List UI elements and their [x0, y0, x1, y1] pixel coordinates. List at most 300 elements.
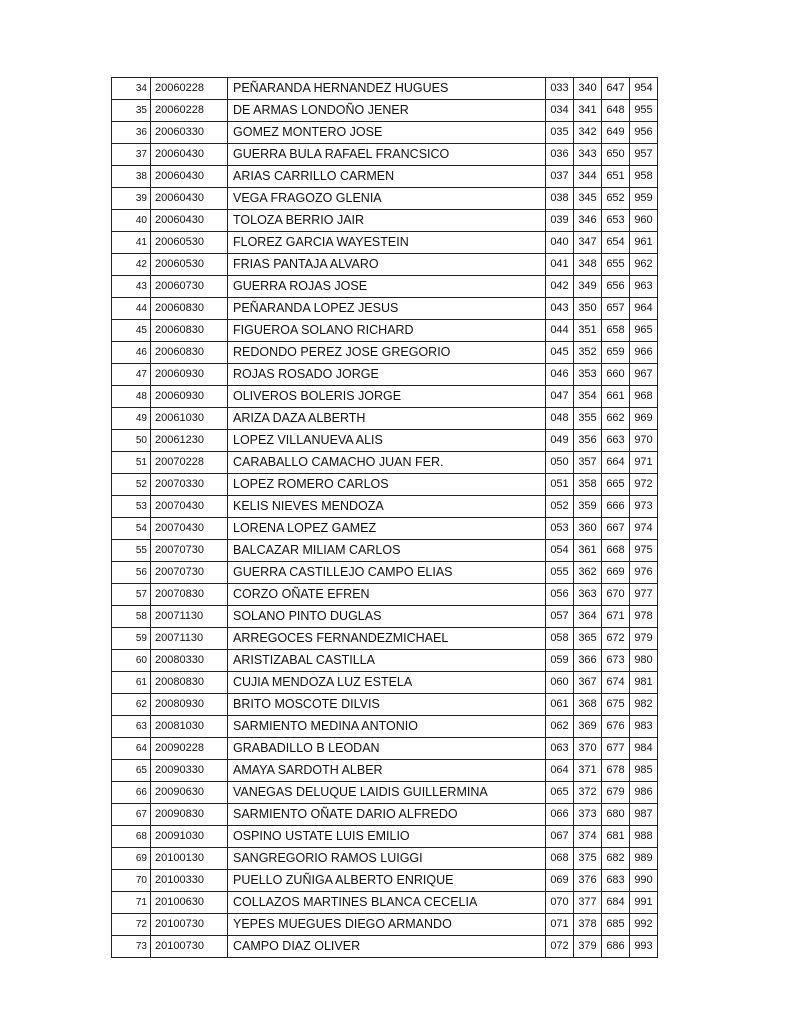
row-seq-4: 980: [630, 650, 658, 672]
table-row: [112, 166, 658, 188]
row-seq-1: 069: [546, 870, 574, 892]
row-name: OLIVEROS BOLERIS JORGE: [228, 386, 546, 408]
row-number: 37: [112, 144, 151, 166]
row-seq-3: 656: [602, 276, 630, 298]
row-code: 20060330: [151, 122, 228, 144]
row-seq-1: 052: [546, 496, 574, 518]
row-seq-4: 973: [630, 496, 658, 518]
row-code: 20070430: [151, 518, 228, 540]
row-name: REDONDO PEREZ JOSE GREGORIO: [228, 342, 546, 364]
table-row: [112, 474, 658, 496]
row-seq-1: 056: [546, 584, 574, 606]
row-seq-2: 365: [574, 628, 602, 650]
table-row: [112, 936, 658, 958]
row-seq-1: 041: [546, 254, 574, 276]
table-row: [112, 848, 658, 870]
row-seq-3: 663: [602, 430, 630, 452]
row-seq-4: 957: [630, 144, 658, 166]
row-number: 53: [112, 496, 151, 518]
row-name: LORENA LOPEZ GAMEZ: [228, 518, 546, 540]
row-code: 20060730: [151, 276, 228, 298]
row-seq-1: 037: [546, 166, 574, 188]
row-seq-4: 985: [630, 760, 658, 782]
row-name: LOPEZ ROMERO CARLOS: [228, 474, 546, 496]
row-seq-2: 360: [574, 518, 602, 540]
row-seq-2: 374: [574, 826, 602, 848]
row-number: 41: [112, 232, 151, 254]
row-seq-4: 976: [630, 562, 658, 584]
row-code: 20060930: [151, 364, 228, 386]
row-seq-2: 372: [574, 782, 602, 804]
row-name: PEÑARANDA LOPEZ JESUS: [228, 298, 546, 320]
row-seq-3: 654: [602, 232, 630, 254]
row-seq-3: 667: [602, 518, 630, 540]
row-number: 69: [112, 848, 151, 870]
row-seq-1: 043: [546, 298, 574, 320]
row-number: 61: [112, 672, 151, 694]
row-seq-3: 665: [602, 474, 630, 496]
row-number: 55: [112, 540, 151, 562]
row-seq-4: 978: [630, 606, 658, 628]
table-row: [112, 452, 658, 474]
row-seq-1: 054: [546, 540, 574, 562]
row-seq-2: 369: [574, 716, 602, 738]
row-number: 64: [112, 738, 151, 760]
row-seq-4: 965: [630, 320, 658, 342]
row-seq-2: 376: [574, 870, 602, 892]
row-name: ROJAS ROSADO JORGE: [228, 364, 546, 386]
row-seq-1: 068: [546, 848, 574, 870]
row-seq-2: 358: [574, 474, 602, 496]
row-code: 20060430: [151, 166, 228, 188]
row-number: 49: [112, 408, 151, 430]
table-row: [112, 144, 658, 166]
row-seq-2: 349: [574, 276, 602, 298]
row-seq-2: 378: [574, 914, 602, 936]
table-row: [112, 760, 658, 782]
row-seq-1: 071: [546, 914, 574, 936]
row-number: 34: [112, 78, 151, 100]
row-seq-2: 342: [574, 122, 602, 144]
row-code: 20090630: [151, 782, 228, 804]
row-seq-1: 047: [546, 386, 574, 408]
row-number: 51: [112, 452, 151, 474]
row-code: 20060930: [151, 386, 228, 408]
table-row: [112, 628, 658, 650]
row-seq-4: 969: [630, 408, 658, 430]
row-code: 20060228: [151, 100, 228, 122]
table-row: [112, 892, 658, 914]
row-seq-4: 956: [630, 122, 658, 144]
row-number: 58: [112, 606, 151, 628]
row-code: 20100730: [151, 936, 228, 958]
row-seq-3: 653: [602, 210, 630, 232]
row-name: KELIS NIEVES MENDOZA: [228, 496, 546, 518]
table-row: [112, 496, 658, 518]
row-seq-4: 982: [630, 694, 658, 716]
row-seq-2: 350: [574, 298, 602, 320]
row-seq-1: 050: [546, 452, 574, 474]
row-seq-3: 660: [602, 364, 630, 386]
row-seq-4: 977: [630, 584, 658, 606]
table-row: [112, 540, 658, 562]
row-number: 67: [112, 804, 151, 826]
row-code: 20090830: [151, 804, 228, 826]
row-seq-2: 368: [574, 694, 602, 716]
row-name: GOMEZ MONTERO JOSE: [228, 122, 546, 144]
row-seq-3: 658: [602, 320, 630, 342]
table-row: [112, 408, 658, 430]
row-seq-2: 346: [574, 210, 602, 232]
row-seq-2: 354: [574, 386, 602, 408]
row-name: CORZO OÑATE EFREN: [228, 584, 546, 606]
table-row: [112, 870, 658, 892]
row-seq-2: 367: [574, 672, 602, 694]
row-seq-4: 975: [630, 540, 658, 562]
row-seq-3: 686: [602, 936, 630, 958]
row-code: 20070830: [151, 584, 228, 606]
row-seq-2: 348: [574, 254, 602, 276]
row-code: 20090228: [151, 738, 228, 760]
row-seq-2: 352: [574, 342, 602, 364]
roster-table: [111, 77, 658, 958]
row-seq-4: 983: [630, 716, 658, 738]
row-seq-4: 993: [630, 936, 658, 958]
row-seq-3: 675: [602, 694, 630, 716]
row-seq-3: 673: [602, 650, 630, 672]
row-code: 20061230: [151, 430, 228, 452]
row-seq-2: 373: [574, 804, 602, 826]
row-number: 57: [112, 584, 151, 606]
row-number: 62: [112, 694, 151, 716]
row-seq-3: 661: [602, 386, 630, 408]
row-number: 65: [112, 760, 151, 782]
row-seq-3: 682: [602, 848, 630, 870]
row-seq-2: 363: [574, 584, 602, 606]
row-name: GUERRA CASTILLEJO CAMPO ELIAS: [228, 562, 546, 584]
row-number: 43: [112, 276, 151, 298]
row-seq-2: 364: [574, 606, 602, 628]
row-code: 20060430: [151, 144, 228, 166]
row-seq-1: 065: [546, 782, 574, 804]
table-row: [112, 804, 658, 826]
row-seq-1: 042: [546, 276, 574, 298]
row-name: FRIAS PANTAJA ALVARO: [228, 254, 546, 276]
row-code: 20070730: [151, 562, 228, 584]
table-row: [112, 650, 658, 672]
row-seq-4: 987: [630, 804, 658, 826]
row-seq-1: 061: [546, 694, 574, 716]
table-row: [112, 364, 658, 386]
row-code: 20060430: [151, 210, 228, 232]
row-seq-3: 681: [602, 826, 630, 848]
row-code: 20090330: [151, 760, 228, 782]
row-code: 20060830: [151, 298, 228, 320]
row-seq-1: 055: [546, 562, 574, 584]
row-seq-4: 992: [630, 914, 658, 936]
row-seq-3: 670: [602, 584, 630, 606]
row-seq-3: 677: [602, 738, 630, 760]
row-seq-2: 371: [574, 760, 602, 782]
roster-body: [112, 78, 658, 958]
table-row: [112, 606, 658, 628]
row-seq-2: 355: [574, 408, 602, 430]
row-code: 20100730: [151, 914, 228, 936]
row-seq-4: 968: [630, 386, 658, 408]
row-name: CARABALLO CAMACHO JUAN FER.: [228, 452, 546, 474]
row-seq-1: 058: [546, 628, 574, 650]
row-code: 20070228: [151, 452, 228, 474]
row-seq-2: 379: [574, 936, 602, 958]
row-seq-4: 990: [630, 870, 658, 892]
row-seq-1: 051: [546, 474, 574, 496]
table-row: [112, 782, 658, 804]
table-row: [112, 672, 658, 694]
row-seq-2: 341: [574, 100, 602, 122]
row-code: 20060830: [151, 320, 228, 342]
row-seq-1: 044: [546, 320, 574, 342]
row-name: PUELLO ZUÑIGA ALBERTO ENRIQUE: [228, 870, 546, 892]
row-name: AMAYA SARDOTH ALBER: [228, 760, 546, 782]
row-code: 20080930: [151, 694, 228, 716]
row-code: 20080330: [151, 650, 228, 672]
row-name: VANEGAS DELUQUE LAIDIS GUILLERMINA: [228, 782, 546, 804]
row-seq-3: 657: [602, 298, 630, 320]
row-number: 70: [112, 870, 151, 892]
row-seq-4: 955: [630, 100, 658, 122]
row-seq-4: 963: [630, 276, 658, 298]
row-seq-1: 038: [546, 188, 574, 210]
row-seq-1: 053: [546, 518, 574, 540]
table-row: [112, 232, 658, 254]
row-code: 20100130: [151, 848, 228, 870]
row-seq-4: 966: [630, 342, 658, 364]
row-number: 44: [112, 298, 151, 320]
row-seq-2: 361: [574, 540, 602, 562]
row-seq-1: 067: [546, 826, 574, 848]
table-row: [112, 694, 658, 716]
row-number: 48: [112, 386, 151, 408]
row-number: 73: [112, 936, 151, 958]
row-seq-1: 063: [546, 738, 574, 760]
row-number: 39: [112, 188, 151, 210]
row-name: SOLANO PINTO DUGLAS: [228, 606, 546, 628]
table-row: [112, 254, 658, 276]
row-seq-3: 651: [602, 166, 630, 188]
row-code: 20061030: [151, 408, 228, 430]
row-seq-2: 356: [574, 430, 602, 452]
row-seq-3: 664: [602, 452, 630, 474]
row-name: FLOREZ GARCIA WAYESTEIN: [228, 232, 546, 254]
row-seq-3: 672: [602, 628, 630, 650]
table-row: [112, 276, 658, 298]
row-name: ARISTIZABAL CASTILLA: [228, 650, 546, 672]
row-code: 20060228: [151, 78, 228, 100]
row-seq-1: 070: [546, 892, 574, 914]
row-seq-2: 377: [574, 892, 602, 914]
row-seq-3: 671: [602, 606, 630, 628]
row-seq-1: 048: [546, 408, 574, 430]
row-seq-2: 353: [574, 364, 602, 386]
row-number: 35: [112, 100, 151, 122]
row-seq-1: 035: [546, 122, 574, 144]
row-number: 45: [112, 320, 151, 342]
row-seq-1: 046: [546, 364, 574, 386]
row-seq-2: 375: [574, 848, 602, 870]
row-seq-1: 064: [546, 760, 574, 782]
table-row: [112, 298, 658, 320]
row-code: 20080830: [151, 672, 228, 694]
row-name: COLLAZOS MARTINES BLANCA CECELIA: [228, 892, 546, 914]
row-name: DE ARMAS LONDOÑO JENER: [228, 100, 546, 122]
row-seq-3: 668: [602, 540, 630, 562]
row-seq-2: 347: [574, 232, 602, 254]
row-seq-1: 060: [546, 672, 574, 694]
table-row: [112, 518, 658, 540]
table-row: [112, 100, 658, 122]
row-name: BRITO MOSCOTE DILVIS: [228, 694, 546, 716]
row-seq-4: 981: [630, 672, 658, 694]
row-code: 20070330: [151, 474, 228, 496]
row-name: GUERRA BULA RAFAEL FRANCSICO: [228, 144, 546, 166]
row-seq-2: 366: [574, 650, 602, 672]
row-seq-2: 351: [574, 320, 602, 342]
row-seq-4: 959: [630, 188, 658, 210]
row-name: YEPES MUEGUES DIEGO ARMANDO: [228, 914, 546, 936]
row-number: 52: [112, 474, 151, 496]
row-name: VEGA FRAGOZO GLENIA: [228, 188, 546, 210]
row-seq-3: 649: [602, 122, 630, 144]
row-name: ARREGOCES FERNANDEZMICHAEL: [228, 628, 546, 650]
table-row: [112, 188, 658, 210]
row-code: 20060530: [151, 232, 228, 254]
row-number: 42: [112, 254, 151, 276]
row-number: 56: [112, 562, 151, 584]
table-row: [112, 122, 658, 144]
row-seq-3: 659: [602, 342, 630, 364]
row-number: 46: [112, 342, 151, 364]
table-row: [112, 342, 658, 364]
row-name: GRABADILLO B LEODAN: [228, 738, 546, 760]
row-seq-1: 040: [546, 232, 574, 254]
row-seq-1: 057: [546, 606, 574, 628]
row-name: LOPEZ VILLANUEVA ALIS: [228, 430, 546, 452]
row-seq-2: 357: [574, 452, 602, 474]
row-seq-3: 683: [602, 870, 630, 892]
row-seq-3: 662: [602, 408, 630, 430]
row-seq-3: 648: [602, 100, 630, 122]
row-seq-3: 647: [602, 78, 630, 100]
row-number: 38: [112, 166, 151, 188]
row-seq-4: 954: [630, 78, 658, 100]
row-number: 59: [112, 628, 151, 650]
row-seq-4: 974: [630, 518, 658, 540]
row-number: 36: [112, 122, 151, 144]
table-row: [112, 210, 658, 232]
row-number: 47: [112, 364, 151, 386]
row-seq-3: 685: [602, 914, 630, 936]
row-number: 68: [112, 826, 151, 848]
row-seq-3: 679: [602, 782, 630, 804]
row-name: CAMPO DIAZ OLIVER: [228, 936, 546, 958]
row-seq-1: 072: [546, 936, 574, 958]
row-code: 20091030: [151, 826, 228, 848]
row-seq-3: 678: [602, 760, 630, 782]
row-name: FIGUEROA SOLANO RICHARD: [228, 320, 546, 342]
row-seq-2: 343: [574, 144, 602, 166]
row-name: PEÑARANDA HERNANDEZ HUGUES: [228, 78, 546, 100]
row-seq-4: 986: [630, 782, 658, 804]
table-row: [112, 430, 658, 452]
row-number: 63: [112, 716, 151, 738]
row-name: ARIZA DAZA ALBERTH: [228, 408, 546, 430]
row-seq-2: 362: [574, 562, 602, 584]
row-seq-3: 650: [602, 144, 630, 166]
row-seq-1: 066: [546, 804, 574, 826]
row-name: SARMIENTO MEDINA ANTONIO: [228, 716, 546, 738]
row-name: ARIAS CARRILLO CARMEN: [228, 166, 546, 188]
table-row: [112, 584, 658, 606]
row-seq-4: 958: [630, 166, 658, 188]
row-seq-1: 036: [546, 144, 574, 166]
row-seq-4: 970: [630, 430, 658, 452]
row-seq-4: 989: [630, 848, 658, 870]
row-code: 20070730: [151, 540, 228, 562]
row-code: 20060830: [151, 342, 228, 364]
row-number: 72: [112, 914, 151, 936]
row-number: 50: [112, 430, 151, 452]
row-name: OSPINO USTATE LUIS EMILIO: [228, 826, 546, 848]
row-number: 66: [112, 782, 151, 804]
row-code: 20070430: [151, 496, 228, 518]
row-name: CUJIA MENDOZA LUZ ESTELA: [228, 672, 546, 694]
table-row: [112, 826, 658, 848]
row-seq-2: 370: [574, 738, 602, 760]
row-seq-3: 652: [602, 188, 630, 210]
row-number: 54: [112, 518, 151, 540]
table-row: [112, 738, 658, 760]
row-seq-1: 034: [546, 100, 574, 122]
row-name: BALCAZAR MILIAM CARLOS: [228, 540, 546, 562]
row-seq-3: 655: [602, 254, 630, 276]
row-seq-4: 962: [630, 254, 658, 276]
row-seq-4: 964: [630, 298, 658, 320]
table-row: [112, 562, 658, 584]
row-seq-2: 345: [574, 188, 602, 210]
row-seq-4: 972: [630, 474, 658, 496]
row-number: 71: [112, 892, 151, 914]
row-seq-4: 961: [630, 232, 658, 254]
row-seq-1: 059: [546, 650, 574, 672]
row-code: 20060530: [151, 254, 228, 276]
row-code: 20081030: [151, 716, 228, 738]
row-number: 60: [112, 650, 151, 672]
row-seq-2: 359: [574, 496, 602, 518]
row-seq-4: 979: [630, 628, 658, 650]
row-seq-4: 984: [630, 738, 658, 760]
table-row: [112, 78, 658, 100]
row-seq-4: 991: [630, 892, 658, 914]
row-name: SARMIENTO OÑATE DARIO ALFREDO: [228, 804, 546, 826]
row-name: GUERRA ROJAS JOSE: [228, 276, 546, 298]
row-seq-2: 340: [574, 78, 602, 100]
row-seq-4: 967: [630, 364, 658, 386]
row-code: 20100630: [151, 892, 228, 914]
row-seq-3: 674: [602, 672, 630, 694]
row-seq-3: 684: [602, 892, 630, 914]
row-seq-3: 680: [602, 804, 630, 826]
table-row: [112, 716, 658, 738]
